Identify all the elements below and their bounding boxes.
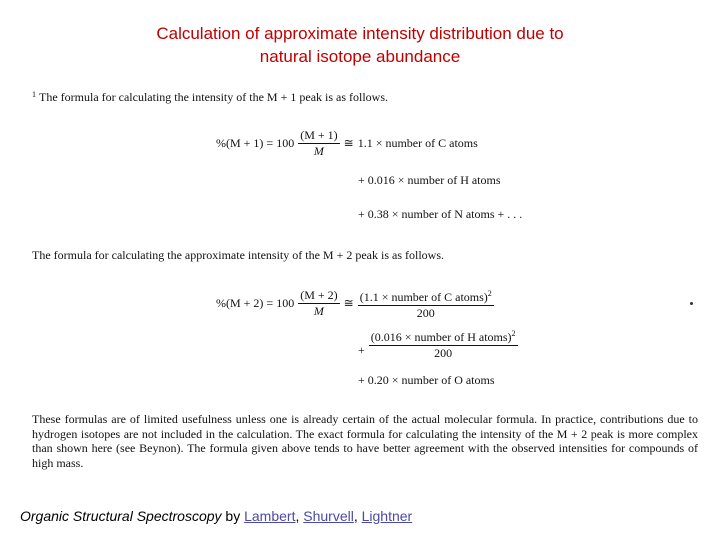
author-link-shurvell[interactable]: Shurvell <box>303 508 354 524</box>
stray-dot <box>690 302 693 305</box>
eq2-t2-exp: 2 <box>511 329 516 338</box>
eq2-term-1 <box>358 286 494 321</box>
eq2-fraction <box>298 288 339 319</box>
eq2-t2-den: 200 <box>434 346 453 360</box>
eq2-t2-num: (0.016 × number of H atoms) <box>370 330 512 344</box>
eq2-t1-den: 200 <box>416 306 435 320</box>
eq1-rel: ≅ <box>343 136 354 150</box>
eq1-lhs: %(M + 1) = 100 <box>216 136 295 150</box>
author-link-lambert[interactable]: Lambert <box>244 508 296 524</box>
eq1-frac-den: M <box>313 144 324 158</box>
eq2-t1-num-wrap <box>358 286 494 306</box>
slide-title <box>0 22 720 68</box>
eq1-fraction <box>298 128 339 159</box>
eq2-rel: ≅ <box>343 296 354 310</box>
eq2-plus: + <box>358 343 365 357</box>
author-separator-2: , <box>353 508 362 524</box>
footnote-marker: 1 <box>32 90 36 99</box>
eq2-t1-num: (1.1 × number of C atoms) <box>359 290 488 304</box>
eq2-term-2 <box>369 326 518 361</box>
eq2-frac-num: (M + 2) <box>300 288 338 302</box>
eq2-term-2-row <box>358 326 518 361</box>
intro-text <box>32 90 388 105</box>
eq1-term-1: 1.1 × number of C atoms <box>357 136 478 150</box>
eq2-term-3: + 0.20 × number of O atoms <box>358 373 495 387</box>
by-text: by <box>221 508 245 524</box>
eq2-t1-exp: 2 <box>487 289 492 298</box>
author-link-lightner[interactable]: Lightner <box>361 508 413 524</box>
author-separator-1: , <box>295 508 304 524</box>
eq2-lhs: %(M + 2) = 100 <box>216 296 295 310</box>
equation-m-plus-1 <box>216 128 478 159</box>
title-line-2: natural isotope abundance <box>259 47 461 66</box>
eq1-term-3: + 0.38 × number of N atoms + . . . <box>358 207 523 221</box>
explanation-paragraph: These formulas are of limited usefulness unless one is already certain of the actual molecular formula. In practice, contributions due to hydrogen isotopes are not included in the calculation. The exact formula for calculating the intensity of the M + 2 peak is more complex than shown here (see Beynon). The formula given above tends to have better agreement with the observed intensities for compounds of high mass. <box>32 412 698 470</box>
title-line-1: Calculation of approximate intensity distribution due to <box>156 24 564 43</box>
source-citation <box>20 508 412 524</box>
eq1-frac-num: (M + 1) <box>300 128 338 142</box>
intro-sentence: The formula for calculating the intensity of the M + 1 peak is as follows. <box>39 90 389 104</box>
eq1-term-2: + 0.016 × number of H atoms <box>358 173 501 187</box>
eq2-t2-num-wrap <box>369 326 518 346</box>
eq2-frac-den: M <box>313 304 324 318</box>
mid-text: The formula for calculating the approximate intensity of the M + 2 peak is as follows. <box>32 248 444 262</box>
book-title: Organic Structural Spectroscopy <box>20 508 222 524</box>
equation-m-plus-2 <box>216 286 494 321</box>
